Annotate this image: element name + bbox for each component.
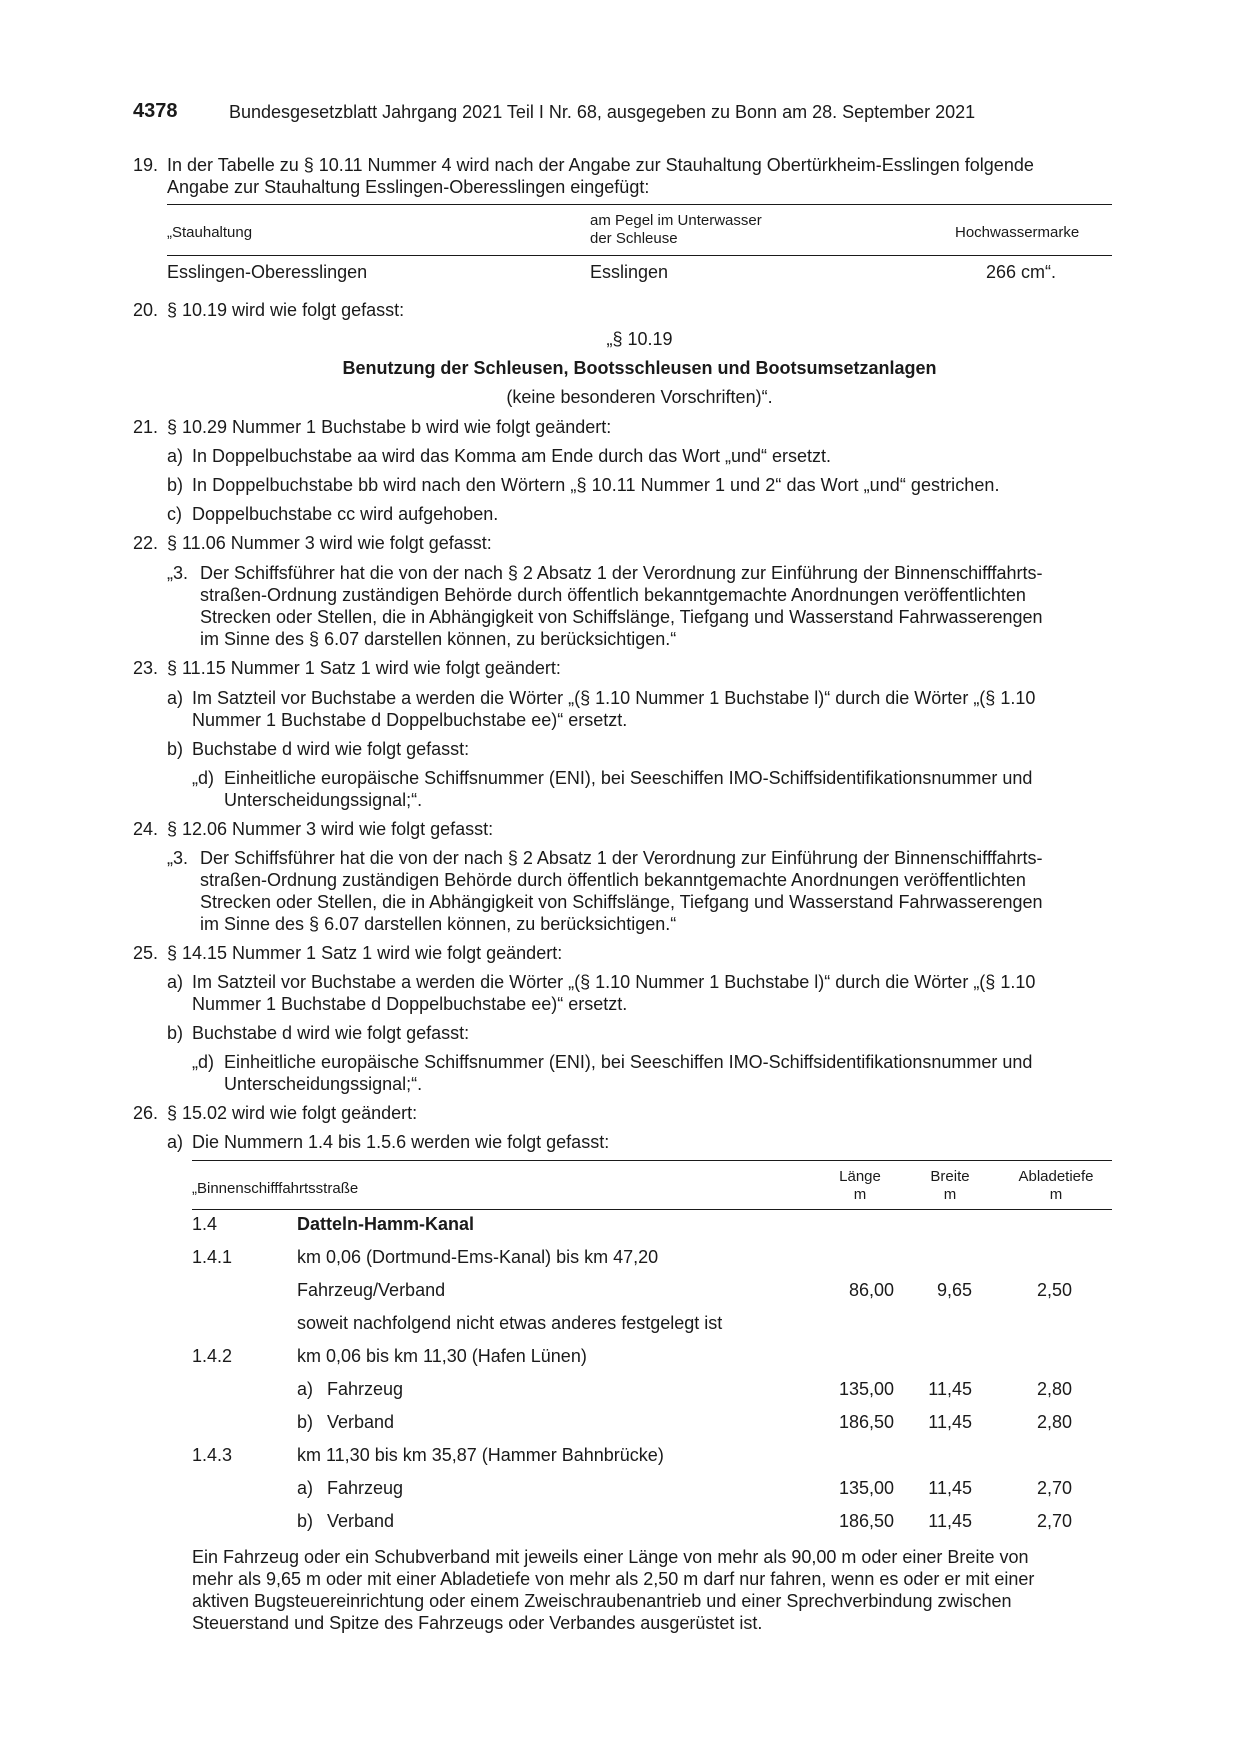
table-header-unit: m — [943, 1186, 957, 1203]
item-text: § 15.02 wird wie folgt geändert: — [167, 1103, 418, 1123]
sub-label: a) — [167, 972, 184, 992]
cell-length: 86,00 — [848, 1280, 894, 1300]
row-description: km 11,30 bis km 35,87 (Hammer Bahnbrücke) — [297, 1445, 664, 1465]
note-line: Ein Fahrzeug oder ein Schubverband mit jeweils einer Länge von mehr als 90,00 m oder einer Breite von — [192, 1547, 1029, 1567]
row-number: 1.4.3 — [192, 1445, 233, 1465]
table-header-cell: Hochwassermarke — [955, 224, 1080, 241]
quote-line: Einheitliche europäische Schiffsnummer (ENI), bei Seeschiffen IMO-Schiffsidentifikationsnummer und — [224, 768, 1033, 788]
cell-draught: 2,70 — [1036, 1478, 1072, 1498]
row-number: 1.4.2 — [192, 1346, 233, 1366]
sub-text: In Doppelbuchstabe bb wird nach den Wörtern „§ 10.11 Nummer 1 und 2“ das Wort „und“ gestrichen. — [192, 475, 1000, 495]
quote-line: Unterscheidungssignal;“. — [224, 1074, 423, 1094]
quote-line: Unterscheidungssignal;“. — [224, 790, 423, 810]
quote-label: „3. — [167, 848, 189, 868]
row-description: Verband — [327, 1412, 395, 1432]
cell-width: 11,45 — [928, 1412, 972, 1432]
cell-draught: 2,50 — [1036, 1280, 1072, 1300]
table-header-rule — [167, 255, 1112, 256]
cell-width: 11,45 — [928, 1478, 972, 1498]
item-text: § 11.06 Nummer 3 wird wie folgt gefasst: — [167, 533, 492, 553]
table-header-cell: der Schleuse — [590, 230, 678, 247]
row-description: Fahrzeug — [327, 1478, 404, 1498]
quote-line: im Sinne des § 6.07 darstellen können, zu berücksichtigen.“ — [200, 914, 677, 934]
item-text-line: Angabe zur Stauhaltung Esslingen-Oberesslingen eingefügt: — [167, 177, 650, 197]
cell-length: 135,00 — [838, 1379, 894, 1399]
item-text: § 14.15 Nummer 1 Satz 1 wird wie folgt geändert: — [167, 943, 563, 963]
sub-label: a) — [167, 1132, 184, 1152]
row-description: km 0,06 bis km 11,30 (Hafen Lünen) — [297, 1346, 587, 1366]
item-text: § 11.15 Nummer 1 Satz 1 wird wie folgt geändert: — [167, 658, 561, 678]
sub-text: In Doppelbuchstabe aa wird das Komma am Ende durch das Wort „und“ ersetzt. — [192, 446, 831, 466]
quote-line: Der Schiffsführer hat die von der nach § 2 Absatz 1 der Verordnung zur Einführung der Binnenschifffahrts- — [200, 563, 1043, 583]
row-description: Fahrzeug/Verband — [297, 1280, 446, 1300]
section-number: „§ 10.19 — [606, 329, 673, 349]
table-cell: Esslingen-Oberesslingen — [167, 262, 368, 282]
cell-draught: 2,80 — [1036, 1412, 1072, 1432]
row-sub-label: b) — [297, 1511, 314, 1531]
table-header-cell: Länge — [839, 1168, 881, 1185]
table-header-unit: m — [853, 1186, 867, 1203]
table-header-cell: am Pegel im Unterwasser — [590, 212, 762, 229]
table-top-rule — [192, 1160, 1112, 1161]
table-cell: 266 cm“. — [986, 262, 1057, 282]
sub-text: Buchstabe d wird wie folgt gefasst: — [192, 1023, 470, 1043]
item-text: § 12.06 Nummer 3 wird wie folgt gefasst: — [167, 819, 494, 839]
cell-width: 11,45 — [928, 1511, 972, 1531]
cell-width: 9,65 — [936, 1280, 972, 1300]
quote-line: Strecken oder Stellen, die in Abhängigkeit von Schiffslänge, Tiefgang und Wasserstand Fahrwasserengen — [200, 607, 1043, 627]
sub-label: b) — [167, 739, 184, 759]
section-note: (keine besonderen Vorschriften)“. — [506, 387, 773, 407]
quote-line: Strecken oder Stellen, die in Abhängigkeit von Schiffslänge, Tiefgang und Wasserstand Fahrwasserengen — [200, 892, 1043, 912]
table-cell: Esslingen — [590, 262, 669, 282]
quote-line: Einheitliche europäische Schiffsnummer (ENI), bei Seeschiffen IMO-Schiffsidentifikationsnummer und — [224, 1052, 1033, 1072]
row-sub-label: a) — [297, 1478, 314, 1498]
item-number: 21. — [133, 417, 159, 437]
row-description: Datteln-Hamm-Kanal — [297, 1214, 475, 1234]
item-number: 19. — [133, 155, 159, 175]
table-header-cell: „Binnenschifffahrtsstraße — [192, 1180, 359, 1197]
sub-label: a) — [167, 688, 184, 708]
row-description: Fahrzeug — [327, 1379, 404, 1399]
row-number: 1.4 — [192, 1214, 218, 1234]
cell-length: 186,50 — [838, 1511, 894, 1531]
sub-text: Doppelbuchstabe cc wird aufgehoben. — [192, 504, 499, 524]
page-number: 4378 — [133, 100, 178, 122]
cell-draught: 2,70 — [1036, 1511, 1072, 1531]
cell-width: 11,45 — [928, 1379, 972, 1399]
publication-header: Bundesgesetzblatt Jahrgang 2021 Teil I Nr. 68, ausgegeben zu Bonn am 28. September 2021 — [229, 102, 976, 122]
row-sub-label: b) — [297, 1412, 314, 1432]
table-header-rule — [192, 1209, 1112, 1210]
quote-line: straßen-Ordnung zuständigen Behörde durch öffentlich bekanntgemachte Anordnungen veröffentlichten — [200, 585, 1026, 605]
row-sub-label: a) — [297, 1379, 314, 1399]
quote-line: im Sinne des § 6.07 darstellen können, zu berücksichtigen.“ — [200, 629, 677, 649]
row-description: Verband — [327, 1511, 395, 1531]
sub-label: a) — [167, 446, 184, 466]
sub-label: b) — [167, 475, 184, 495]
sub-text: Buchstabe d wird wie folgt gefasst: — [192, 739, 470, 759]
item-number: 26. — [133, 1103, 159, 1123]
sub-text-line: Nummer 1 Buchstabe d Doppelbuchstabe ee)“ ersetzt. — [192, 994, 628, 1014]
sub-text-line: Nummer 1 Buchstabe d Doppelbuchstabe ee)“ ersetzt. — [192, 710, 628, 730]
sub-text: Die Nummern 1.4 bis 1.5.6 werden wie folgt gefasst: — [192, 1132, 610, 1152]
row-description: soweit nachfolgend nicht etwas anderes festgelegt ist — [297, 1313, 723, 1333]
table-header-cell: „Stauhaltung — [167, 224, 253, 241]
item-text: § 10.29 Nummer 1 Buchstabe b wird wie folgt geändert: — [167, 417, 612, 437]
cell-length: 135,00 — [838, 1478, 894, 1498]
item-number: 25. — [133, 943, 159, 963]
sub-text-line: Im Satzteil vor Buchstabe a werden die Wörter „(§ 1.10 Nummer 1 Buchstabe l)“ durch die Wörter „(§ 1.10 — [192, 972, 1036, 992]
note-line: Steuerstand und Spitze des Fahrzeugs oder Verbandes ausgerüstet ist. — [192, 1613, 763, 1633]
section-heading: Benutzung der Schleusen, Bootsschleusen und Bootsumsetzanlagen — [342, 358, 937, 378]
quote-label: „3. — [167, 563, 189, 583]
row-number: 1.4.1 — [192, 1247, 233, 1267]
quote-label: „d) — [192, 1052, 214, 1072]
sub-label: b) — [167, 1023, 184, 1043]
table-top-rule — [167, 204, 1112, 205]
quote-line: Der Schiffsführer hat die von der nach § 2 Absatz 1 der Verordnung zur Einführung der Binnenschifffahrts- — [200, 848, 1043, 868]
cell-length: 186,50 — [838, 1412, 894, 1432]
item-number: 24. — [133, 819, 159, 839]
table-header-unit: m — [1049, 1186, 1063, 1203]
sub-text-line: Im Satzteil vor Buchstabe a werden die Wörter „(§ 1.10 Nummer 1 Buchstabe l)“ durch die Wörter „(§ 1.10 — [192, 688, 1036, 708]
item-text: § 10.19 wird wie folgt gefasst: — [167, 300, 405, 320]
quote-label: „d) — [192, 768, 214, 788]
table-header-cell: Breite — [930, 1168, 970, 1185]
table-header-cell: Abladetiefe — [1018, 1168, 1094, 1185]
row-description: km 0,06 (Dortmund-Ems-Kanal) bis km 47,20 — [297, 1247, 659, 1267]
cell-draught: 2,80 — [1036, 1379, 1072, 1399]
note-line: aktiven Bugsteuereinrichtung oder einem Zweischraubenantrieb und einer Sprechverbindung zwischen — [192, 1591, 1012, 1611]
item-text-line: In der Tabelle zu § 10.11 Nummer 4 wird nach der Angabe zur Stauhaltung Obertürkheim-Esslingen folgende — [167, 155, 1034, 175]
sub-label: c) — [167, 504, 182, 524]
note-line: mehr als 9,65 m oder mit einer Abladetiefe von mehr als 2,50 m darf nur fahren, wenn es oder er mit einer — [192, 1569, 1035, 1589]
item-number: 20. — [133, 300, 159, 320]
item-number: 23. — [133, 658, 159, 678]
quote-line: straßen-Ordnung zuständigen Behörde durch öffentlich bekanntgemachte Anordnungen veröffentlichten — [200, 870, 1026, 890]
item-number: 22. — [133, 533, 159, 553]
